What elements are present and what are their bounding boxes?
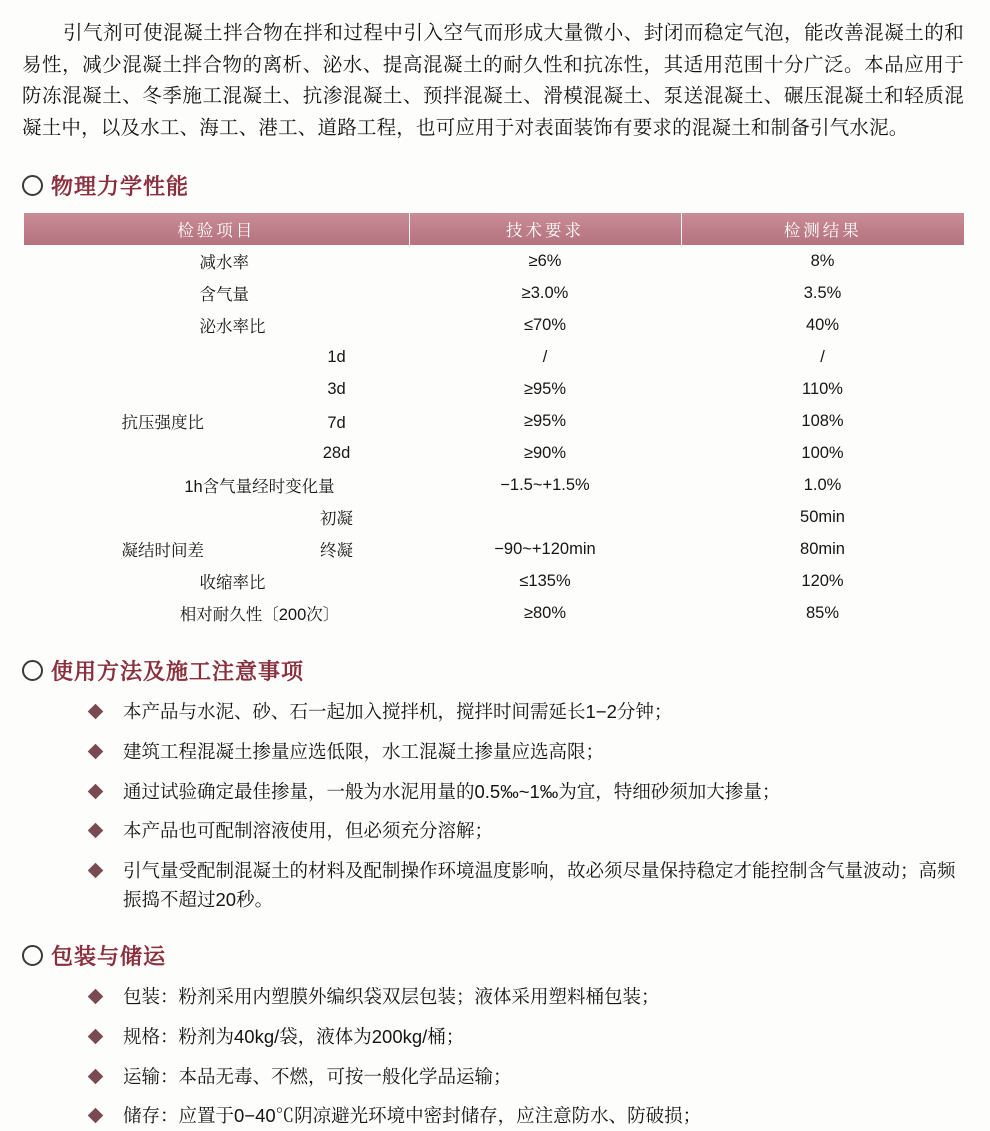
section-header-packaging (22, 940, 968, 971)
cell-label (24, 277, 409, 309)
cell-requirement: ≥95% (523, 411, 567, 430)
cell-result: 8% (810, 251, 835, 270)
table-header-item: 检验项目 (24, 213, 409, 245)
cell-label (24, 373, 409, 405)
row-label: 减水率 (199, 254, 249, 273)
list-item (22, 738, 968, 767)
table-row (24, 597, 964, 629)
intro-paragraph: 引气剂可使混凝土拌合物在拌和过程中引入空气而形成大量微小、封闭而稳定气泡，能改善混凝土的和易性，减少混凝土拌合物的离析、泌水、提高混凝土的耐久性和抗冻性，其适用范围十分广泛。本品应用于防冻混凝土、冬季施工混凝土、抗渗混凝土、预拌混凝土、滑模混凝土、泵送混凝土、碾压混凝土和轻质混凝土中，以及水工、海工、港工、道路工程，也可应用于对表面装饰有要求的混凝土和制备引气水泥。 (22, 22, 964, 139)
row-label: 相对耐久性〔200次〕 (179, 606, 340, 625)
section-title-packaging: 包装与储运 (51, 944, 167, 970)
cell-requirement: ≥6% (528, 251, 562, 270)
list-item (22, 817, 968, 846)
list-item-text: 建筑工程混凝土掺量应选低限，水工混凝土掺量应选高限； (123, 740, 605, 762)
list-item (22, 983, 968, 1012)
diamond-bullet-icon (88, 744, 104, 760)
table-row (24, 533, 964, 565)
table-row (24, 469, 964, 501)
cell-result: 80min (800, 539, 845, 558)
usage-list (22, 698, 968, 914)
cell-requirement (409, 501, 681, 533)
cell-result: 40% (805, 315, 840, 334)
diamond-bullet-icon (88, 1108, 104, 1124)
cell-requirement: ≤70% (523, 315, 567, 334)
row-sub-label: 7d (327, 414, 346, 433)
table-row (24, 405, 964, 437)
diamond-bullet-icon (88, 823, 104, 839)
table-row (24, 501, 964, 533)
row-sub-label: 1d (327, 347, 346, 366)
list-item (22, 1023, 968, 1052)
cell-result: 108% (801, 411, 844, 430)
list-item-text: 运输：本品无毒、不燃，可按一般化学品运输； (123, 1065, 512, 1087)
list-item-text: 本产品与水泥、砂、石一起加入搅拌机，搅拌时间需延长1−2分钟； (123, 701, 673, 723)
cell-requirement: ≤135% (519, 571, 571, 590)
list-item-text: 通过试验确定最佳掺量，一般为水泥用量的0.5‰~1‰为宜，特细砂须加大掺量； (123, 780, 781, 802)
list-item (22, 778, 968, 807)
row-label: 含气量 (199, 286, 249, 305)
table-row (24, 277, 964, 309)
ring-bullet-icon (22, 660, 43, 681)
diamond-bullet-icon (88, 704, 104, 720)
cell-requirement: ≥3.0% (521, 283, 569, 302)
cell-requirement: / (542, 347, 548, 366)
cell-requirement: −1.5~+1.5% (500, 475, 590, 494)
cell-label (24, 533, 409, 565)
table-row (24, 245, 964, 277)
cell-label (24, 437, 409, 469)
row-group-label: 凝结时间差 (121, 542, 204, 561)
cell-requirement: ≥90% (523, 443, 567, 462)
diamond-bullet-icon (88, 1068, 104, 1084)
diamond-bullet-icon (88, 989, 104, 1005)
cell-label (24, 405, 409, 437)
cell-result: 3.5% (803, 283, 842, 302)
table-row (24, 341, 964, 373)
cell-result: 1.0% (803, 475, 842, 494)
list-item (22, 1063, 968, 1092)
cell-label (24, 469, 409, 501)
cell-label (24, 565, 409, 597)
spec-table (24, 213, 964, 629)
cell-label (24, 597, 409, 629)
row-label: 泌水率比 (199, 318, 266, 337)
cell-result: 85% (805, 603, 840, 622)
cell-result: 120% (801, 571, 844, 590)
section-title-usage: 使用方法及施工注意事项 (51, 659, 305, 685)
table-header-requirement: 技术要求 (409, 213, 681, 245)
list-item-text: 储存：应置于0−40℃阴凉避光环境中密封储存，应注意防水、防破损； (123, 1105, 702, 1127)
table-row (24, 373, 964, 405)
section-title-performance: 物理力学性能 (51, 174, 190, 200)
cell-label (24, 309, 409, 341)
row-sub-label: 初凝 (320, 510, 353, 529)
table-row (24, 437, 964, 469)
cell-result: 50min (800, 507, 845, 526)
ring-bullet-icon (22, 945, 43, 966)
cell-label (24, 501, 409, 533)
list-item (22, 1102, 968, 1131)
row-sub-label: 3d (327, 379, 346, 398)
cell-label (24, 341, 409, 373)
cell-requirement: ≥80% (523, 603, 567, 622)
ring-bullet-icon (22, 175, 43, 196)
row-sub-label: 28d (322, 443, 351, 462)
cell-result: 100% (801, 443, 844, 462)
row-group-label: 抗压强度比 (121, 414, 204, 433)
table-row (24, 309, 964, 341)
table-row (24, 565, 964, 597)
spec-table-wrap (22, 213, 968, 629)
cell-result: / (820, 347, 825, 366)
table-header-row (24, 213, 964, 245)
cell-requirement: ≥95% (523, 379, 567, 398)
list-item-text: 本产品也可配制溶液使用，但必须充分溶解； (123, 820, 494, 842)
diamond-bullet-icon (88, 1029, 104, 1045)
row-sub-label: 终凝 (320, 542, 353, 561)
row-label: 收缩率比 (199, 574, 266, 593)
list-item (22, 857, 968, 914)
list-item-text: 包装：粉剂采用内塑膜外编织袋双层包装；液体采用塑料桶包装； (123, 986, 660, 1008)
cell-requirement: −90~+120min (494, 539, 596, 558)
list-item-text: 引气量受配制混凝土的材料及配制操作环境温度影响，故必须尽量保持稳定才能控制含气量波动；高频振捣不超过20秒。 (123, 860, 956, 910)
row-label: 1h含气量经时变化量 (184, 478, 335, 497)
list-item-text: 规格：粉剂为40kg/袋，液体为200kg/桶； (123, 1026, 465, 1048)
section-header-performance (22, 170, 968, 201)
diamond-bullet-icon (88, 783, 104, 799)
list-item (22, 698, 968, 727)
section-header-usage (22, 655, 968, 686)
packaging-list (22, 983, 968, 1131)
cell-result: 110% (802, 379, 843, 398)
table-header-result: 检测结果 (681, 213, 964, 245)
cell-label (24, 245, 409, 277)
diamond-bullet-icon (88, 863, 104, 879)
